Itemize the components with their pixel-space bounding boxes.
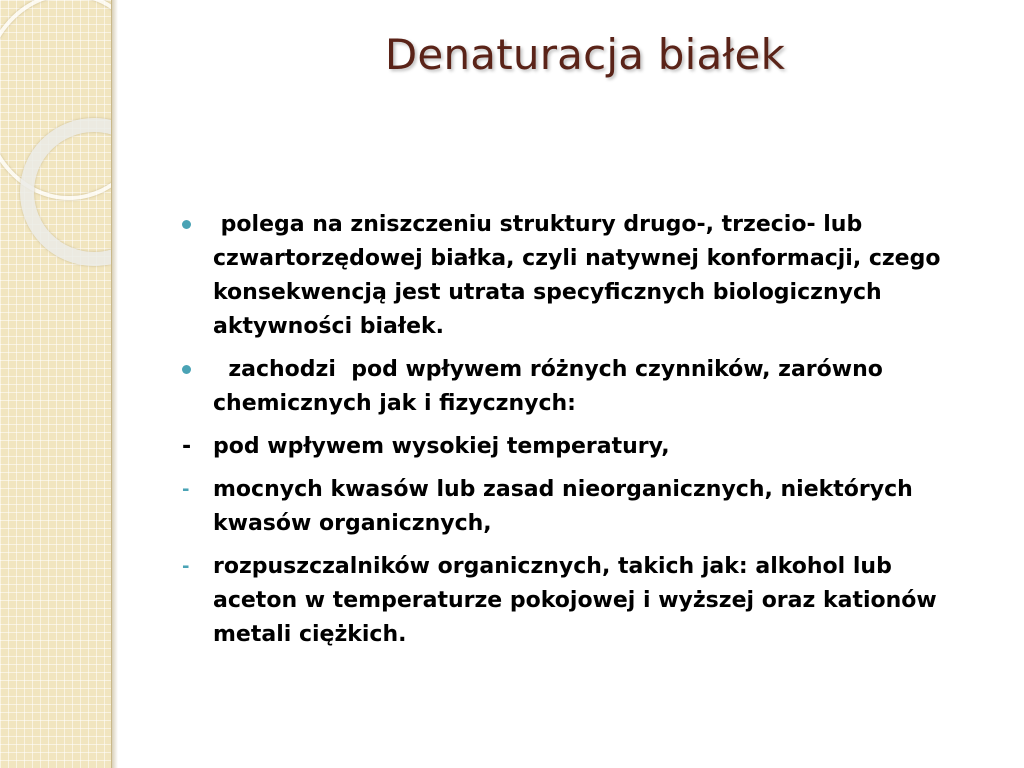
decorative-side-panel [0,0,112,768]
bullet-text: polega na zniszczeniu struktury drugo-, trzecio- lub czwartorzędowej białka, czyli natywnej konformacji, czego konsekwencją jest utrata specyficznych biologicznych aktywności białek. [213,212,949,339]
bullet-text: zachodzi pod wpływem różnych czynników, zarówno chemicznych jak i fizycznych: [213,357,891,416]
list-item-acids [176,473,976,541]
bullet-marker [180,353,200,387]
bullet-item-causes [176,353,976,421]
list-item-solvents [176,550,976,652]
bullet-dot-icon [182,220,191,229]
list-item-temperature [176,430,976,464]
dash-icon: - [182,479,190,500]
list-item-text: rozpuszczalników organicznych, takich jak: alkohol lub aceton w temperaturze pokojowej i wyższej oraz kationów metali ciężkich. [213,554,945,647]
bullet-item-definition [176,208,976,344]
slide-title: Denaturacja białek [384,30,786,79]
dash-marker [180,550,200,584]
bullet-marker [180,208,200,242]
dash-marker [180,473,200,507]
side-panel-shadow [112,0,118,768]
dash-prefix: - [182,434,192,459]
bullet-dot-icon [182,365,191,374]
dash-icon: - [182,556,190,577]
list-item-text: mocnych kwasów lub zasad nieorganicznych, niektórych kwasów organicznych, [213,477,921,536]
slide-content [176,208,976,661]
list-item-text: pod wpływem wysokiej temperatury, [213,434,670,459]
